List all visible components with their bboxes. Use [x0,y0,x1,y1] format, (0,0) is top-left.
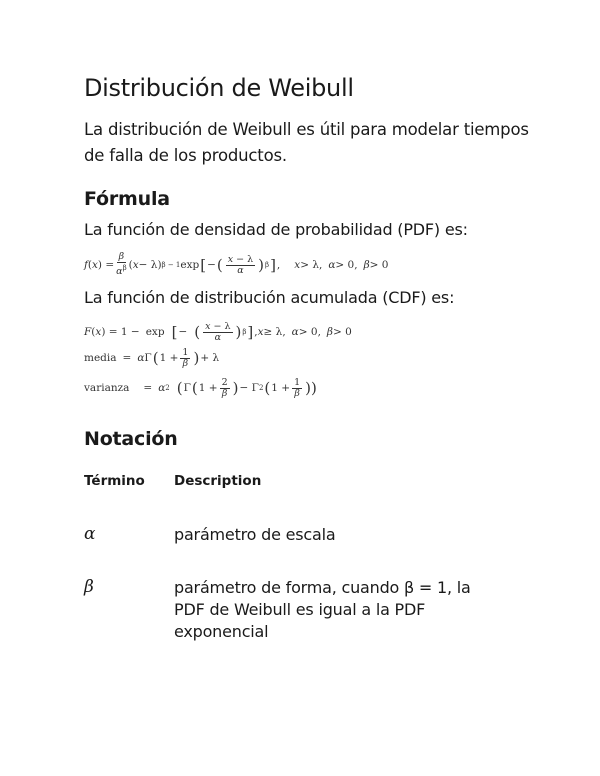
page-title: Distribución de Weibull [84,74,354,102]
notation-heading: Notación [84,428,178,450]
cdf-formula: F ( x ) = 1 − exp [ − ( $\frac{x - \lambda}{\alpha}$ ) β ] , x ≥ λ, α > 0, β > 0 [84,320,352,343]
intro-paragraph: La distribución de Weibull es útil para modelar tiempos de falla de los productos. [84,120,529,165]
column-header-term: Término [84,473,145,489]
cdf-intro-text: La función de distribución acumulada (CDF) es: [84,288,455,307]
varianza-formula: varianza = α 2 ( Γ ( 1 + $\frac{2}{\beta}$ ) − Γ 2 ( 1 + $\frac{1}{\beta}$ )) [84,376,317,399]
term-beta: β [84,577,94,597]
varianza-label: varianza [84,382,130,394]
media-formula: media = α Γ ( 1 + $\frac{1}{\beta}$ ) + λ [84,346,220,369]
description-alpha: parámetro de escala [174,525,336,544]
pdf-formula: f ( x ) = $\frac{\beta}{\alpha^\beta}$ ( x − λ) β − 1 exp [ − ( $\frac{x - \lambda}{\alpha}$ ) β ] , x > λ, α > 0, β > 0 [84,251,389,278]
description-beta: parámetro de forma, cuando β = 1, la PDF de Weibull es igual a la PDF exponencial [174,578,471,641]
column-header-description: Description [174,473,262,489]
formula-heading: Fórmula [84,188,170,210]
term-alpha: α [84,524,96,544]
media-label: media [84,352,117,364]
pdf-intro-text: La función de densidad de probabilidad (PDF) es: [84,220,468,239]
